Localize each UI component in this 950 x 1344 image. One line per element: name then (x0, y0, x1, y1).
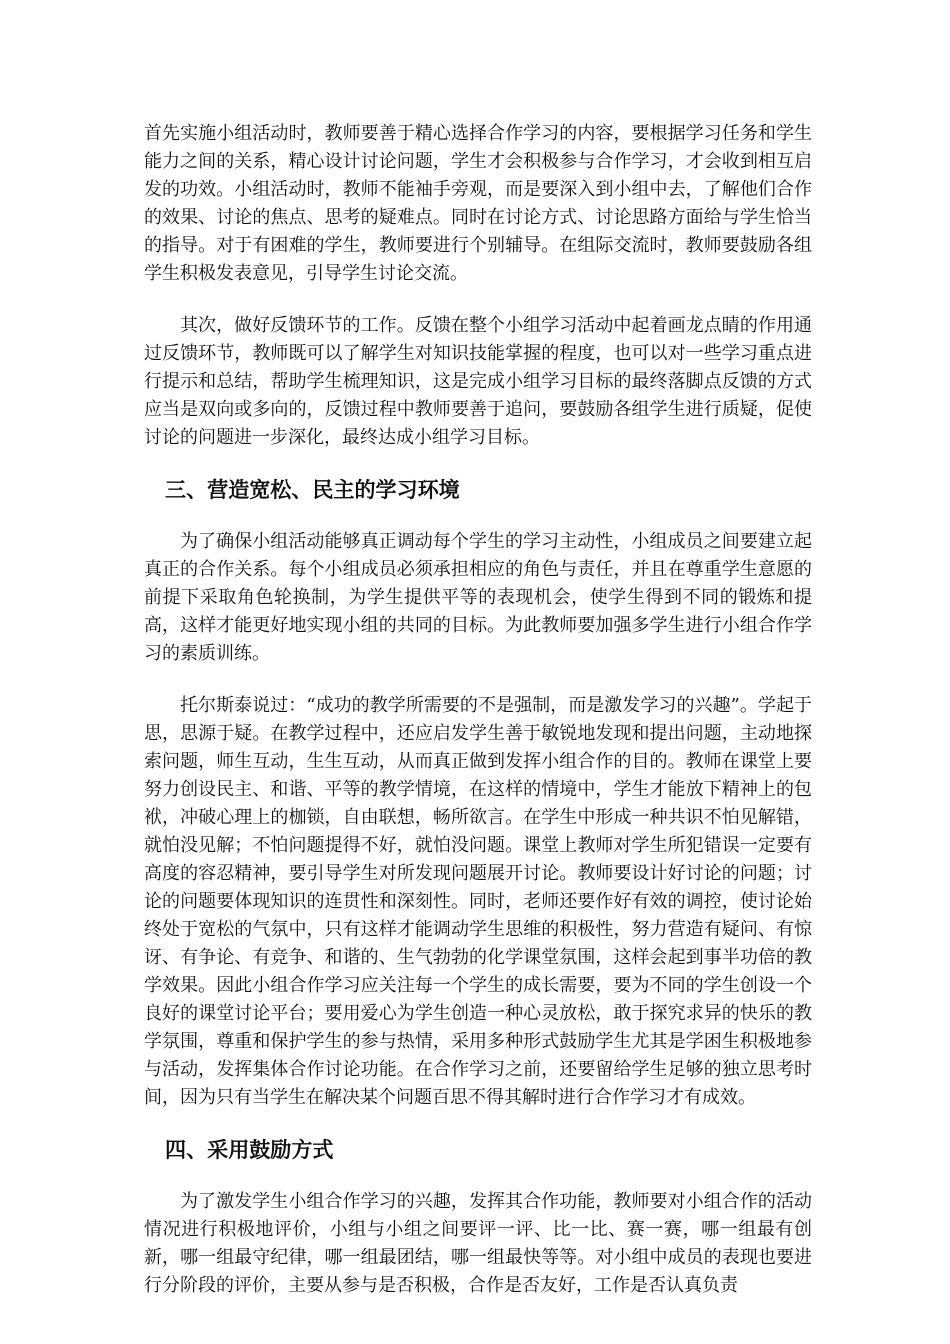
paragraph-feedback: 其次，做好反馈环节的工作。反馈在整个小组学习活动中起着画龙点睛的作用通过反馈环节，教师既可以了解学生对知识技能掌握的程度，也可以对一些学习重点进行提示和总结，帮助学生梳理知识，这是完成小组学习目标的最终落脚点反馈的方式应当是双向或多向的，反馈过程中教师要善于追问，要鼓励各组学生进行质疑，促使讨论的问题进一步深化，最终达成小组学习目标。 (144, 315, 812, 448)
document-page (144, 120, 812, 1324)
paragraph-cooperation-relations: 为了确保小组活动能够真正调动每个学生的学习主动性，小组成员之间要建立起真正的合作关系。每个小组成员必须承担相应的角色与责任，并且在尊重学生意愿的前提下采取角色轮换制，为学生提供平等的表现机会，使学生得到不同的锻炼和提高，这样才能更好地实现小组的共同的目标。为此教师要加强多学生进行小组合作学习的素质训练。 (144, 531, 812, 664)
paragraph-group-implementation: 首先实施小组活动时，教师要善于精心选择合作学习的内容，要根据学习任务和学生能力之间的关系，精心设计讨论问题，学生才会积极参与合作学习，才会收到相互启发的功效。小组活动时，教师不能袖手旁观，而是要深入到小组中去，了解他们合作的效果、讨论的焦点、思考的疑难点。同时在讨论方式、讨论思路方面给与学生恰当的指导。对于有困难的学生，教师要进行个别辅导。在组际交流时，教师要鼓励各组学生积极发表意见，引导学生讨论交流。 (144, 123, 812, 284)
paragraph-evaluation: 为了激发学生小组合作学习的兴趣，发挥其合作功能，教师要对小组合作的活动情况进行积极地评价，小组与小组之间要评一评、比一比、赛一赛，哪一组最有创新，哪一组最守纪律，哪一组最团结，哪一组最快等等。对小组中成员的表现也要进行分阶段的评价，主要从参与是否积极，合作是否友好，工作是否认真负责 (144, 1191, 812, 1296)
section-heading-encouragement: 四、采用鼓励方式 (165, 1137, 334, 1162)
paragraph-tolstoy-quote: 托尔斯泰说过：“成功的教学所需要的不是强制，而是激发学习的兴趣”。学起于思，思源于疑。在教学过程中，还应启发学生善于敏锐地发现和提出问题，主动地探索问题，师生互动，生生互动，从而真正做到发挥小组合作的目的。教师在课堂上要努力创设民主、和谐、平等的教学情境，在这样的情境中，学生才能放下精神上的包袱，冲破心理上的枷锁，自由联想，畅所欲言。在学生中形成一种共识不怕见解错，就怕没见解；不怕问题提得不好，就怕没问题。课堂上教师对学生所犯错误一定要有高度的容忍精神，要引导学生对所发现问题展开讨论。教师要设计好讨论的问题；讨论的问题要体现知识的连贯性和深刻性。同时，老师还要作好有效的调控，使讨论始终处于宽松的气氛中，只有这样才能调动学生思维的积极性，努力营造有疑问、有惊讶、有争论、有竞争、和谐的、生气勃勃的化学课堂氛围，这样会起到事半功倍的教学效果。因此小组合作学习应关注每一个学生的成长需要，要为不同的学生创设一个良好的课堂讨论平台；要用爱心为学生创造一种心灵放松，敢于探究求异的快乐的教学氛围，尊重和保护学生的参与热情，采用多种形式鼓励学生尤其是学困生积极地参与活动，发挥集体合作讨论功能。在合作学习之前，还要留给学生足够的独立思考时间，因为只有当学生在解决某个问题百思不得其解时进行合作学习才有成效。 (144, 695, 812, 1108)
section-heading-environment: 三、营造宽松、民主的学习环境 (165, 477, 460, 502)
